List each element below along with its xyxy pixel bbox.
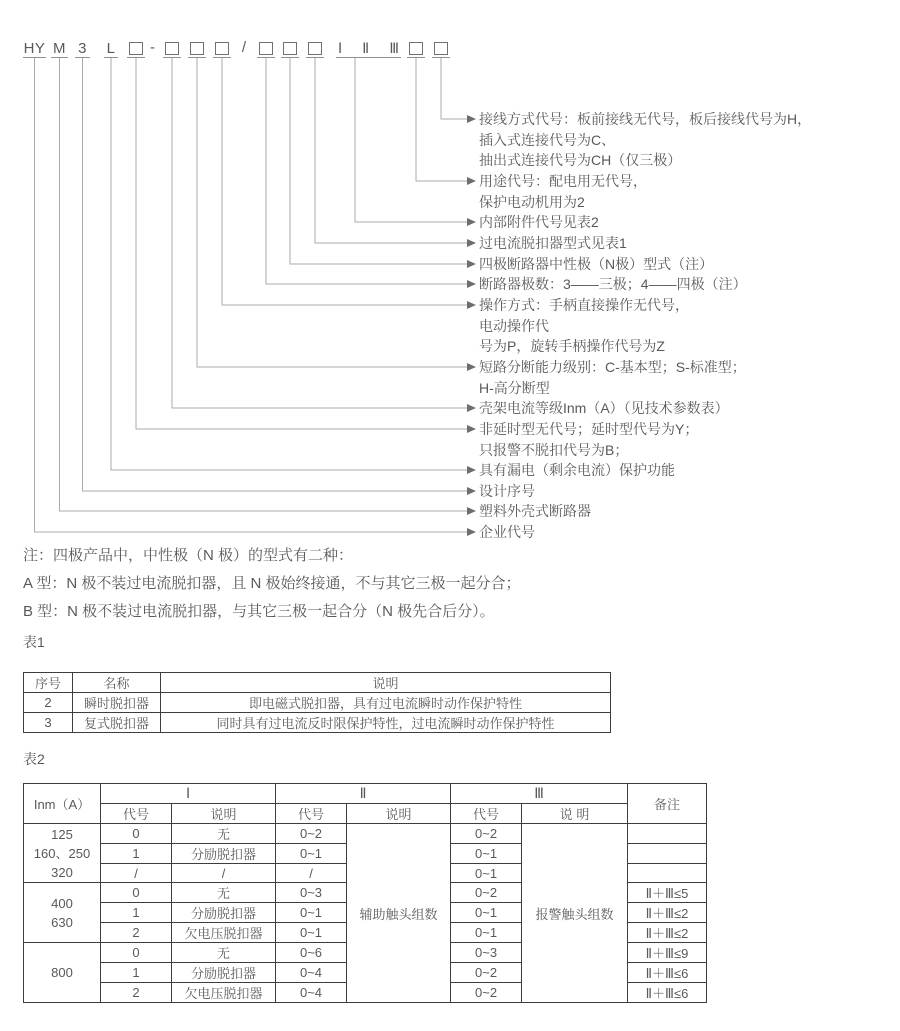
table1-cell: 3	[24, 713, 73, 733]
code-digit-3-text: 3	[78, 40, 87, 57]
annotation-breaking-capacity	[479, 357, 879, 398]
table1-cell: 复式脱扣器	[73, 713, 161, 733]
table2-label: 表2	[23, 751, 45, 767]
inm-line: 160、250	[33, 845, 91, 861]
table2-cell: 欠电压脱扣器	[172, 983, 276, 1003]
table2-remark-cell: Ⅱ＋Ⅲ≤2	[628, 903, 707, 923]
table2-remark-cell: Ⅱ＋Ⅲ≤6	[628, 983, 707, 1003]
inm-line: 800	[51, 965, 73, 980]
annotation-line: 过电流脱扣器型式见表1	[479, 235, 627, 251]
table2-cell: 2	[101, 983, 172, 1003]
table2-cell: 无	[172, 883, 276, 903]
roman-numeral-1: Ⅰ	[338, 40, 343, 56]
annotation-leakage-protection	[479, 460, 879, 481]
note-intro: 注：四极产品中，中性极（N 极）的型式有二种：	[23, 547, 354, 564]
table2-remark-cell: Ⅱ＋Ⅲ≤6	[628, 963, 707, 983]
table2-cell: 0	[101, 883, 172, 903]
table2-remark-cell: Ⅱ＋Ⅲ≤2	[628, 923, 707, 943]
table2-header-code: 代号	[276, 804, 347, 824]
code-letter-l-text: L	[106, 40, 116, 57]
table2-cell: 0~1	[276, 923, 347, 943]
table2-cell: /	[101, 864, 172, 883]
annotation-line: 用途代号：配电用无代号，	[479, 173, 647, 189]
code-slash-text: /	[241, 38, 247, 56]
table2-cell: 0~1	[451, 903, 522, 923]
table2-cell: 分励脱扣器	[172, 844, 276, 864]
annotation-wiring-code	[479, 109, 879, 171]
roman-numeral-3: Ⅲ	[389, 40, 399, 56]
table2-row	[24, 824, 707, 844]
table1-label: 表1	[23, 634, 45, 650]
arrow-head-icons	[467, 115, 476, 536]
annotation-line: 具有漏电（剩余电流）保护功能	[479, 462, 675, 478]
annotation-usage-code	[479, 171, 879, 212]
table2-cell: 0~1	[276, 903, 347, 923]
table2-header-desc: 说明	[172, 804, 276, 824]
table1-header-cell: 说明	[161, 673, 611, 693]
table2-remark-cell: Ⅱ＋Ⅲ≤9	[628, 943, 707, 963]
table2-header-code: 代号	[451, 804, 522, 824]
table2-cell: 0~6	[276, 943, 347, 963]
table2-header-desc: 说明	[347, 804, 451, 824]
annotation-line: 断路器极数：3——三极；4——四极（注）	[479, 276, 747, 292]
annotation-line: 接线方式代号：板前接线无代号，板后接线代号为H，	[479, 111, 812, 127]
table2-header-group1: Ⅰ	[101, 784, 276, 804]
table2-cell: 0~1	[451, 864, 522, 883]
table2-cell: 0~4	[276, 983, 347, 1003]
table2-cell: 1	[101, 903, 172, 923]
table2-inm-group-2	[24, 883, 101, 943]
annotation-overcurrent-release	[479, 233, 879, 254]
table2-cell: 无	[172, 824, 276, 844]
table2-cell: 0~1	[451, 923, 522, 943]
table2-cell: 0~3	[276, 883, 347, 903]
table1-cell: 2	[24, 693, 73, 713]
code-letter-hy-text: HY	[23, 40, 46, 57]
table2-cell: 0~1	[451, 844, 522, 864]
table1-row	[24, 693, 611, 713]
table2-header-remark: 备注	[628, 784, 707, 824]
table2-cell: 1	[101, 844, 172, 864]
table2-cell: 0~1	[276, 844, 347, 864]
annotation-line: 电动操作代	[479, 317, 549, 334]
table2-cell: 0~4	[276, 963, 347, 983]
code-letter-m-text: M	[53, 40, 66, 57]
annotation-line: 保护电动机用为2	[479, 193, 585, 210]
annotation-pole-number	[479, 274, 879, 295]
table2-cell: 0~2	[451, 883, 522, 903]
annotation-operation-mode	[479, 295, 879, 357]
table2-cell: /	[276, 864, 347, 883]
table2-merged-alarm-contacts: 报警触头组数	[522, 824, 628, 1003]
table2-cell: 欠电压脱扣器	[172, 923, 276, 943]
table2-cell: /	[172, 864, 276, 883]
annotation-frame-current	[479, 398, 879, 419]
inm-line: 630	[51, 914, 73, 930]
table2-header-row-1	[24, 784, 707, 804]
table1-cell: 瞬时脱扣器	[73, 693, 161, 713]
table1-header-cell: 名称	[73, 673, 161, 693]
table2-cell: 0~2	[451, 983, 522, 1003]
table1-header-row	[24, 673, 611, 693]
annotation-line: 壳架电流等级Inm（A）（见技术参数表）	[479, 400, 729, 416]
roman-numeral-2: Ⅱ	[362, 40, 370, 56]
annotation-delay-type	[479, 419, 879, 460]
table2-cell: 0	[101, 824, 172, 844]
table1-header-cell: 序号	[24, 673, 73, 693]
table2-cell: 分励脱扣器	[172, 903, 276, 923]
table1-cell: 同时具有过电流反时限保护特性，过电流瞬时动作保护特性	[161, 713, 611, 733]
inm-line: 125	[51, 826, 73, 842]
annotation-line: 插入式连接代号为C、	[479, 131, 616, 148]
table2-cell: 分励脱扣器	[172, 963, 276, 983]
table2-cell: 0~3	[451, 943, 522, 963]
annotation-line: H-高分断型	[479, 379, 550, 396]
table2-remark-cell: Ⅱ＋Ⅲ≤5	[628, 883, 707, 903]
connector-paths	[35, 58, 468, 532]
table2-cell: 0	[101, 943, 172, 963]
table1-row	[24, 713, 611, 733]
table2-inm-group-1	[24, 824, 101, 883]
annotation-neutral-pole-type	[479, 254, 879, 275]
annotation-mccb	[479, 501, 879, 522]
table2-header-desc: 说 明	[522, 804, 628, 824]
annotation-line: 只报警不脱扣代号为B；	[479, 441, 629, 458]
annotation-line: 企业代号	[479, 524, 535, 540]
annotation-line: 设计序号	[479, 483, 535, 499]
table2-cell: 0~2	[276, 824, 347, 844]
table2-cell: 1	[101, 963, 172, 983]
annotation-line: 内部附件代号见表2	[479, 214, 599, 230]
table2-remark-cell	[628, 864, 707, 883]
annotation-line: 四极断路器中性极（N极）型式（注）	[479, 256, 714, 272]
inm-line: 400	[51, 895, 73, 911]
annotation-design-serial	[479, 481, 879, 502]
annotation-line: 抽出式连接代号为CH（仅三极）	[479, 152, 682, 169]
table2-header-group3: Ⅲ	[451, 784, 628, 804]
note-type-a: A 型：N 极不装过电流脱扣器，且 N 极始终接通，不与其它三极一起分合；	[23, 575, 521, 592]
annotation-line: 操作方式：手柄直接操作无代号，	[479, 297, 689, 313]
annotation-line: 非延时型无代号；延时型代号为Y；	[479, 421, 699, 437]
table2-header-inm: Inm（A）	[24, 784, 101, 824]
table2-remark-cell	[628, 844, 707, 864]
table2-cell: 0~2	[451, 824, 522, 844]
annotation-line: 短路分断能力级别：C-基本型；S-标准型；	[479, 359, 746, 375]
table2-header-code: 代号	[101, 804, 172, 824]
annotation-line: 号为P，旋转手柄操作代号为Z	[479, 338, 665, 355]
table2-header-row-2	[24, 804, 707, 824]
table1-trip-unit-types	[23, 672, 611, 733]
table2-header-group2: Ⅱ	[276, 784, 451, 804]
table2-cell: 无	[172, 943, 276, 963]
table2-cell: 0~2	[451, 963, 522, 983]
inm-line: 320	[51, 864, 73, 880]
code-dash-text: -	[150, 38, 155, 56]
annotation-internal-accessory	[479, 212, 879, 233]
annotation-company-code	[479, 522, 879, 543]
note-type-b: B 型：N 极不装过电流脱扣器，与其它三极一起合分（N 极先合后分）。	[23, 603, 495, 620]
table2-merged-aux-contacts: 辅助触头组数	[347, 824, 451, 1003]
table2-internal-accessories	[23, 783, 707, 1003]
annotation-line: 塑料外壳式断路器	[479, 503, 591, 519]
table1-cell: 即电磁式脱扣器，具有过电流瞬时动作保护特性	[161, 693, 611, 713]
table2-cell: 2	[101, 923, 172, 943]
table2-inm-group-3	[24, 943, 101, 1003]
table2-remark-cell	[628, 824, 707, 844]
